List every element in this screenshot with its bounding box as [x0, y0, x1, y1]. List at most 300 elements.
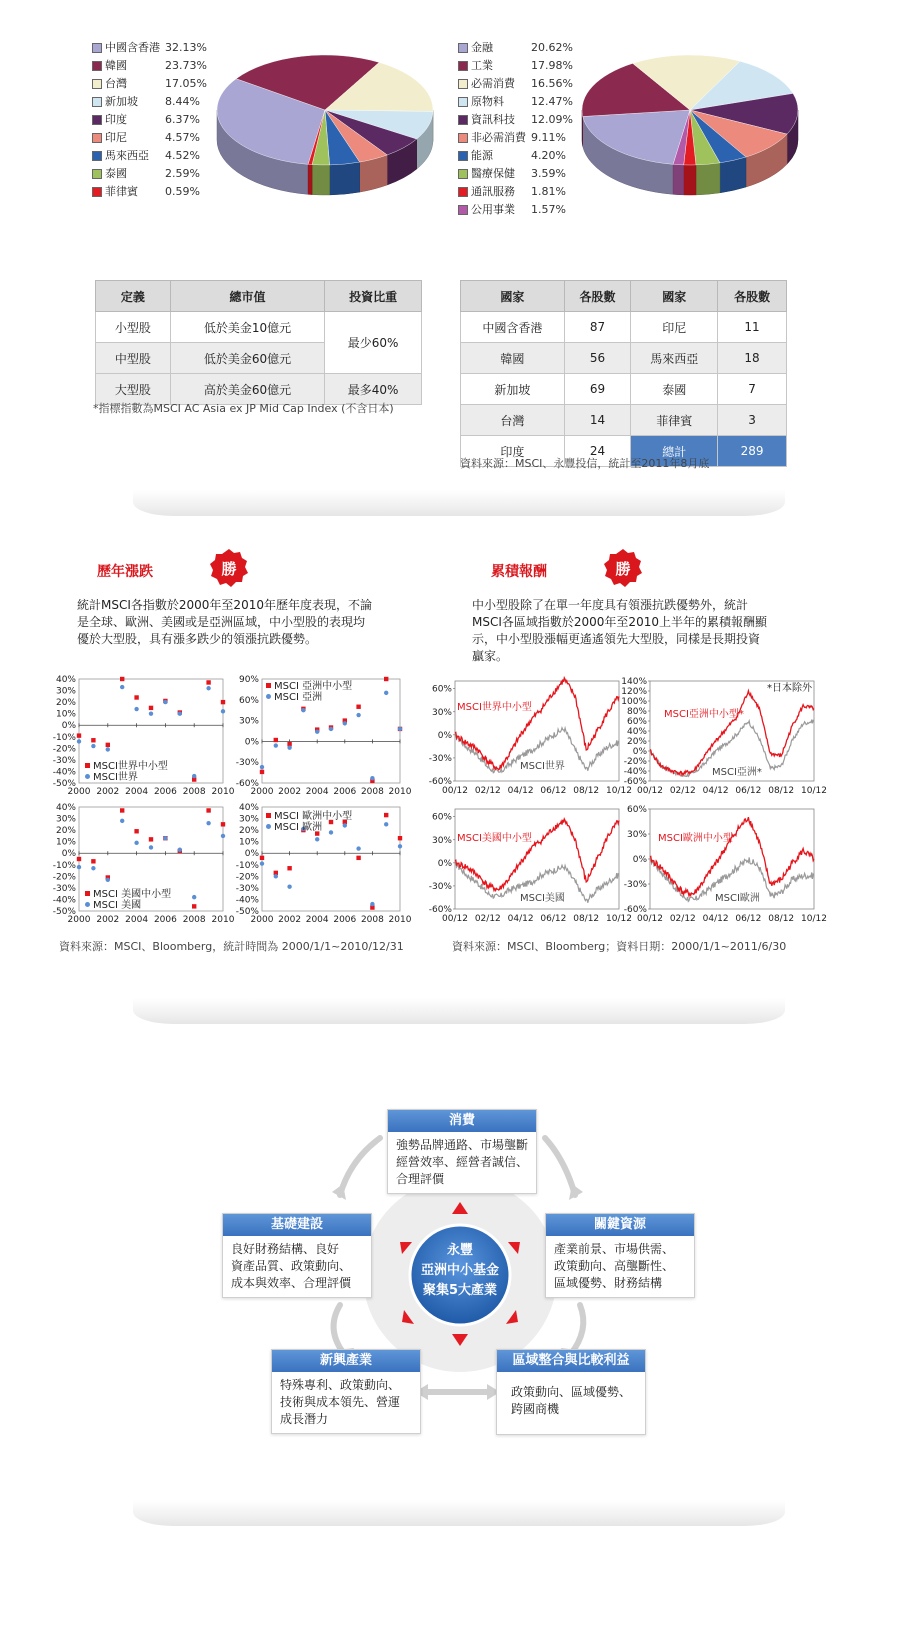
legend-percent: 12.09% [531, 113, 573, 126]
left-para-line: 優於大型股，具有漲多跌少的領漲抗跌優勢。 [77, 632, 318, 646]
count-header-country-2: 國家 [631, 281, 718, 312]
legend-percent: 0.59% [165, 185, 200, 198]
data-point [192, 904, 196, 908]
y-tick-label: 90% [238, 675, 259, 685]
legend-item [458, 39, 573, 57]
legend-marker [85, 774, 90, 779]
data-point [315, 837, 319, 841]
data-point [287, 885, 291, 889]
legend-swatch [92, 169, 102, 179]
count-cell: 3 [718, 405, 787, 436]
count-total-label: 總計 [631, 436, 718, 467]
legend-percent: 32.13% [165, 41, 207, 54]
y-tick-label: 120% [621, 687, 647, 697]
data-point [134, 695, 138, 699]
legend-label: 原物料 [471, 95, 504, 108]
center-text-line: 亞洲中小基金 [420, 1263, 500, 1278]
data-point [384, 677, 388, 681]
legend-label: 金融 [471, 41, 493, 54]
data-point [356, 705, 360, 709]
y-tick-label: 20% [55, 698, 76, 709]
data-point [77, 733, 81, 737]
x-tick-label: 2000 [67, 915, 91, 925]
data-point [274, 743, 278, 747]
data-point [206, 808, 210, 812]
box-region [496, 1349, 646, 1435]
data-point [221, 709, 225, 713]
series-label: MSCI歐洲中小型 [658, 833, 733, 844]
x-tick-label: 10/12 [801, 786, 827, 796]
legend-marker [266, 813, 271, 818]
left-para-line: 是全球、歐洲、美國或是亞洲區域，中小型股的表現均 [77, 615, 366, 629]
count-header-country-1: 國家 [461, 281, 565, 312]
y-tick-label: 20% [238, 826, 259, 837]
data-point [77, 857, 81, 861]
box-line: 區域優勢、財務結構 [554, 1276, 663, 1290]
y-tick-label: 30% [431, 707, 452, 718]
box-region-body [497, 1372, 645, 1434]
legend-percent: 6.37% [165, 113, 200, 126]
count-cell: 18 [718, 343, 787, 374]
x-tick-label: 06/12 [735, 786, 762, 796]
y-tick-label: -40% [235, 895, 259, 906]
pie-slice-side [312, 165, 330, 195]
def-cap-small: 低於美金10億元 [170, 312, 324, 343]
y-tick-label: -10% [52, 732, 76, 743]
country-pie [205, 48, 445, 198]
y-tick-label: -60% [428, 777, 452, 787]
x-tick-label: 2004 [125, 787, 149, 797]
box-line: 經營效率、經營者誠信、 [396, 1155, 529, 1169]
x-tick-label: 2004 [305, 787, 329, 797]
def-header-type: 定義 [96, 281, 171, 312]
y-tick-label: -60% [235, 779, 259, 789]
pie-slice-side [684, 165, 696, 195]
x-tick-label: 2008 [182, 915, 206, 925]
legend-item [92, 165, 207, 183]
data-point [149, 845, 153, 849]
series-legend-label: MSCI世界 [93, 772, 138, 783]
data-point [192, 774, 196, 778]
series-label: MSCI美國 [520, 893, 565, 904]
legend-item [458, 57, 573, 75]
box-infra-title: 基礎建設 [223, 1214, 371, 1236]
legend-swatch [92, 151, 102, 161]
y-tick-label: 140% [621, 677, 647, 687]
data-point [370, 776, 374, 780]
box-line: 合理評價 [396, 1172, 445, 1186]
legend-swatch [458, 169, 468, 179]
data-point [91, 866, 95, 870]
x-tick-label: 04/12 [507, 786, 534, 796]
series-label: MSCI世界中小型 [457, 702, 532, 713]
legend-swatch [458, 79, 468, 89]
x-tick-label: 06/12 [540, 914, 567, 924]
y-tick-label: -50% [52, 779, 76, 789]
box-line: 跨國商機 [511, 1402, 560, 1416]
legend-swatch [92, 43, 102, 53]
data-point [77, 739, 81, 743]
legend-item [92, 39, 207, 57]
legend-swatch [458, 115, 468, 125]
data-point [106, 878, 110, 882]
legend-percent: 4.57% [165, 131, 200, 144]
y-tick-label: 40% [55, 675, 76, 685]
data-point [206, 686, 210, 690]
y-tick-label: -30% [52, 755, 76, 766]
x-tick-label: 02/12 [669, 914, 696, 924]
right-section-title: 累積報酬 [491, 564, 547, 580]
left-para-line: 統計MSCI各指數於2000年至2010年歷年度表現，不論 [77, 598, 372, 612]
legend-percent: 17.05% [165, 77, 207, 90]
pie-slice-side [673, 164, 684, 195]
data-point [163, 700, 167, 704]
legend-marker [85, 902, 90, 907]
box-line: 強勢品牌通路、市場壟斷 [396, 1138, 529, 1152]
count-cell: 87 [564, 312, 631, 343]
y-tick-label: 0% [437, 858, 452, 869]
count-cell: 7 [718, 374, 787, 405]
x-tick-label: 02/12 [474, 914, 501, 924]
box-line: 特殊專利、政策動向、 [280, 1378, 401, 1392]
legend-swatch [458, 43, 468, 53]
legend-percent: 1.57% [531, 203, 566, 216]
def-type-mid: 中型股 [96, 343, 171, 374]
series-legend-label: MSCI 亞洲中小型 [274, 681, 353, 692]
data-point [343, 721, 347, 725]
asia-cumulative-chart [620, 675, 827, 800]
box-region-title: 區域整合與比較利益 [497, 1350, 645, 1372]
x-tick-label: 2004 [305, 915, 329, 925]
data-point [384, 691, 388, 695]
legend-swatch [458, 97, 468, 107]
y-tick-label: 30% [431, 835, 452, 846]
legend-marker [85, 763, 90, 768]
left-charts-source: 資料來源：MSCI、Bloomberg，統計時間為 2000/1/1~2010/12/31 [59, 940, 404, 953]
legend-item [92, 57, 207, 75]
legend-label: 泰國 [105, 167, 127, 180]
y-tick-label: 0% [437, 730, 452, 741]
x-tick-label: 2002 [278, 787, 302, 797]
legend-label: 新加坡 [105, 95, 138, 108]
legend-item [92, 93, 207, 111]
x-tick-label: 10/12 [801, 914, 827, 924]
section-divider [133, 998, 785, 1024]
series-legend-label: MSCI 歐洲中小型 [274, 811, 353, 822]
count-cell: 56 [564, 343, 631, 374]
x-tick-label: 2006 [153, 915, 177, 925]
x-tick-label: 02/12 [669, 786, 696, 796]
data-point [221, 822, 225, 826]
box-resource-body [546, 1236, 694, 1297]
legend-item [92, 147, 207, 165]
count-cell: 馬來西亞 [631, 343, 718, 374]
count-total-value: 289 [718, 436, 787, 467]
legend-label: 中國含香港 [105, 41, 160, 54]
data-point [163, 836, 167, 840]
x-tick-label: 06/12 [735, 914, 762, 924]
legend-percent: 1.81% [531, 185, 566, 198]
box-emerging-title: 新興產業 [272, 1350, 420, 1372]
def-type-small: 小型股 [96, 312, 171, 343]
count-cell: 24 [564, 436, 631, 467]
x-tick-label: 2000 [250, 787, 274, 797]
y-tick-label: 60% [626, 717, 647, 727]
legend-swatch [458, 133, 468, 143]
y-tick-label: -20% [623, 757, 647, 767]
x-tick-label: 2002 [96, 787, 120, 797]
y-tick-label: 40% [238, 803, 259, 813]
data-point [301, 708, 305, 712]
legend-swatch [92, 79, 102, 89]
legend-item [458, 201, 573, 219]
legend-marker [266, 683, 271, 688]
x-tick-label: 00/12 [637, 914, 663, 924]
legend-percent: 9.11% [531, 131, 566, 144]
data-point [91, 859, 95, 863]
x-tick-label: 2000 [67, 787, 91, 797]
data-point [329, 727, 333, 731]
legend-percent: 16.56% [531, 77, 573, 90]
box-line: 成長潛力 [280, 1412, 329, 1426]
y-tick-label: 80% [626, 707, 647, 717]
legend-label: 馬來西亞 [105, 149, 149, 162]
win-badge-text: 勝 [615, 560, 631, 578]
legend-percent: 2.59% [165, 167, 200, 180]
legend-label: 公用事業 [471, 203, 515, 216]
legend-swatch [458, 151, 468, 161]
win-badge-text: 勝 [221, 560, 237, 578]
y-tick-label: -30% [428, 753, 452, 764]
data-point [384, 822, 388, 826]
legend-swatch [92, 61, 102, 71]
x-tick-label: 10/12 [606, 786, 632, 796]
series-label: MSCI亞洲中小型* [664, 709, 744, 720]
def-table-note: *指標指數為MSCI AC Asia ex JP Mid Cap Index (不含日本) [93, 402, 394, 415]
data-point [260, 861, 264, 865]
legend-item [92, 183, 207, 201]
data-point [356, 856, 360, 860]
right-charts-source: 資料來源：MSCI、Bloomberg；資料日期：2000/1/1~2011/6/30 [452, 940, 787, 953]
legend-label: 能源 [471, 149, 493, 162]
legend-swatch [458, 187, 468, 197]
count-table [460, 280, 787, 467]
legend-item [458, 129, 573, 147]
box-consume-body [388, 1132, 536, 1193]
country-legend [92, 39, 207, 201]
y-tick-label: 30% [55, 814, 76, 825]
x-tick-label: 02/12 [474, 786, 501, 796]
series-label: MSCI歐洲 [715, 893, 760, 904]
sector-legend [458, 39, 573, 219]
right-para-line: 贏家。 [472, 649, 509, 663]
legend-label: 韓國 [105, 59, 127, 72]
data-point [149, 837, 153, 841]
x-tick-label: 00/12 [637, 786, 663, 796]
def-header-cap: 總市值 [170, 281, 324, 312]
pie-slice-side [696, 163, 720, 195]
count-cell: 新加坡 [461, 374, 565, 405]
box-line: 技術與成本領先、營運 [280, 1395, 401, 1409]
legend-percent: 17.98% [531, 59, 573, 72]
legend-item [92, 75, 207, 93]
data-point [120, 819, 124, 823]
box-line: 資產品質、政策動向、 [231, 1259, 352, 1273]
legend-swatch [92, 97, 102, 107]
data-point [106, 747, 110, 751]
definition-table [95, 280, 422, 405]
right-para-line: MSCI各區域指數於2000年至2010上半年的累積報酬顯 [472, 615, 767, 629]
y-tick-label: 20% [55, 826, 76, 837]
box-consume-title: 消費 [388, 1110, 536, 1132]
legend-label: 印尼 [105, 131, 127, 144]
series-legend-label: MSCI 美國 [93, 900, 142, 911]
legend-label: 菲律賓 [105, 185, 138, 198]
data-point [356, 846, 360, 850]
y-tick-label: -20% [235, 872, 259, 883]
legend-swatch [458, 205, 468, 215]
data-point [206, 821, 210, 825]
world-annual-chart [45, 675, 235, 800]
legend-label: 工業 [471, 59, 493, 72]
x-tick-label: 2002 [96, 915, 120, 925]
legend-label: 台灣 [105, 77, 127, 90]
x-tick-label: 2010 [388, 787, 412, 797]
count-cell: 菲律賓 [631, 405, 718, 436]
y-tick-label: 30% [238, 716, 259, 727]
data-point [134, 829, 138, 833]
data-point [343, 823, 347, 827]
y-tick-label: -20% [52, 872, 76, 883]
data-point [91, 738, 95, 742]
data-point [260, 770, 264, 774]
legend-label: 非必需消費 [471, 131, 526, 144]
y-tick-label: -30% [235, 883, 259, 894]
data-point [315, 729, 319, 733]
legend-swatch [458, 61, 468, 71]
count-cell: 14 [564, 405, 631, 436]
y-tick-label: -30% [428, 881, 452, 892]
data-point [329, 830, 333, 834]
y-tick-label: 0% [632, 855, 647, 865]
count-cell: 印尼 [631, 312, 718, 343]
box-resource-title: 關鍵資源 [546, 1214, 694, 1236]
count-cell: 69 [564, 374, 631, 405]
legend-percent: 3.59% [531, 167, 566, 180]
x-tick-label: 2006 [333, 787, 357, 797]
y-tick-label: -50% [52, 907, 76, 917]
count-cell: 台灣 [461, 405, 565, 436]
series-legend-label: MSCI 美國中小型 [93, 889, 172, 900]
x-tick-label: 04/12 [702, 914, 729, 924]
y-tick-label: 60% [431, 812, 452, 823]
y-tick-label: 60% [626, 805, 647, 815]
x-tick-label: 2008 [360, 915, 384, 925]
y-tick-label: -10% [235, 860, 259, 871]
europe-annual-chart [228, 803, 413, 928]
y-tick-label: -30% [623, 880, 647, 890]
pie-slice-side [330, 162, 360, 195]
series-label: MSCI世界 [520, 761, 565, 772]
x-tick-label: 2010 [211, 787, 235, 797]
left-section-title: 歷年漲跌 [97, 564, 153, 580]
x-tick-label: 2008 [360, 787, 384, 797]
legend-swatch [92, 133, 102, 143]
legend-swatch [92, 187, 102, 197]
world-cumulative-chart [425, 675, 632, 800]
x-tick-label: 04/12 [702, 786, 729, 796]
legend-label: 醫療保健 [471, 167, 515, 180]
def-weight-min: 最少60% [325, 312, 422, 374]
count-cell: 泰國 [631, 374, 718, 405]
y-tick-label: 10% [55, 837, 76, 848]
y-tick-label: -60% [428, 905, 452, 915]
y-tick-label: 30% [626, 830, 647, 840]
y-tick-label: 10% [238, 837, 259, 848]
chart-note: *日本除外 [767, 683, 812, 694]
count-table-note: 資料來源：MSCI、永豐投信，統計至2011年8月底 [460, 457, 710, 470]
box-line: 良好財務結構、良好 [231, 1242, 340, 1256]
right-para-line: 中小型股除了在單一年度具有領漲抗跌優勢外，統計 [472, 598, 749, 612]
data-point [287, 745, 291, 749]
left-section-paragraph [77, 597, 427, 648]
data-point [370, 902, 374, 906]
count-cell: 中國含香港 [461, 312, 565, 343]
x-tick-label: 2004 [125, 915, 149, 925]
europe-cumulative-chart [620, 803, 827, 928]
box-line: 政策動向、高壟斷性、 [554, 1259, 675, 1273]
legend-label: 資訊科技 [471, 113, 515, 126]
y-tick-label: 100% [621, 697, 647, 707]
data-point [398, 844, 402, 848]
data-point [134, 841, 138, 845]
legend-item [458, 147, 573, 165]
y-tick-label: 40% [55, 803, 76, 813]
sector-pie [570, 48, 810, 198]
x-tick-label: 2002 [278, 915, 302, 925]
legend-marker [266, 694, 271, 699]
y-tick-label: -40% [52, 895, 76, 906]
box-consume [387, 1109, 537, 1194]
series-label: MSCI美國中小型 [457, 833, 532, 844]
y-tick-label: -40% [52, 767, 76, 778]
data-point [221, 834, 225, 838]
legend-marker [266, 824, 271, 829]
section-divider [133, 490, 785, 516]
def-weight-max: 最多40% [325, 374, 422, 405]
legend-item [458, 165, 573, 183]
x-tick-label: 10/12 [606, 914, 632, 924]
data-point [178, 848, 182, 852]
y-tick-label: -40% [623, 767, 647, 777]
center-text-line: 永豐 [446, 1243, 474, 1258]
box-infra [222, 1213, 372, 1298]
plot-area [650, 681, 814, 781]
x-tick-label: 2006 [153, 787, 177, 797]
data-point [77, 865, 81, 869]
series-legend-label: MSCI 亞洲 [274, 692, 323, 703]
legend-percent: 23.73% [165, 59, 207, 72]
legend-swatch [92, 115, 102, 125]
data-point [384, 813, 388, 817]
series-legend-label: MSCI世界中小型 [93, 761, 168, 772]
x-tick-label: 04/12 [507, 914, 534, 924]
data-point [91, 744, 95, 748]
y-tick-label: 40% [626, 727, 647, 737]
y-tick-label: -10% [52, 860, 76, 871]
y-tick-label: 30% [238, 814, 259, 825]
data-point [206, 680, 210, 684]
